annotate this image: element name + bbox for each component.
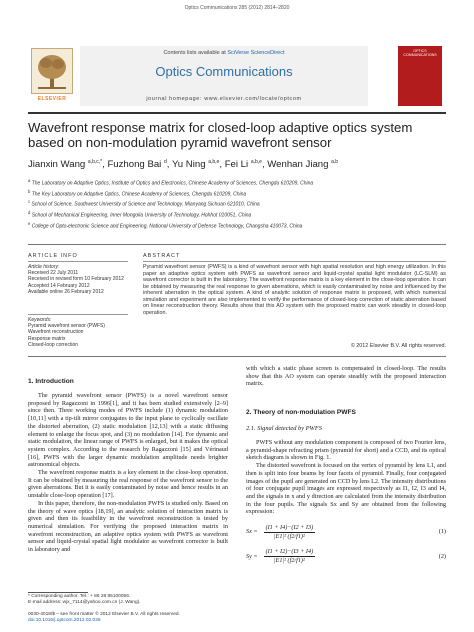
equation-lhs: Sy = bbox=[246, 552, 258, 560]
section-divider bbox=[28, 356, 446, 357]
affiliation-item: $^d$ School of Mechanical Engineering, Inner Mongolia University of Technology, Hohhot 010051, China bbox=[28, 209, 252, 219]
keyword-item: Pyramid wavefront sensor (PWFS) bbox=[28, 323, 105, 330]
doi-link[interactable]: doi:10.1016/j.optcom.2012.02.026 bbox=[28, 618, 101, 623]
author-name[interactable]: Wenhan Jiang bbox=[267, 159, 329, 171]
author-sup[interactable]: a,b,c,* bbox=[87, 159, 103, 165]
history-item: Available online 26 February 2012 bbox=[28, 288, 104, 295]
author-name[interactable]: Fuzhong Bai bbox=[107, 159, 162, 171]
equation-1 bbox=[246, 524, 446, 540]
equation-number: (1) bbox=[438, 528, 446, 536]
abstract-heading: ABSTRACT bbox=[143, 253, 181, 259]
affiliation-item: $^a$ The Laboratory on Adaptive Optics, Institute of Optics and Electronics, Chinese Academy of Sciences, Chengdu 610209, China bbox=[28, 178, 314, 187]
header-divider bbox=[28, 112, 446, 114]
divider bbox=[28, 261, 128, 262]
section-divider bbox=[28, 244, 446, 245]
equation-lhs: Sx = bbox=[246, 528, 258, 536]
keyword-item: Wavefront reconstruction bbox=[28, 329, 84, 336]
cover-title: OPTICS COMMUNICATIONS bbox=[403, 49, 437, 57]
publisher-name: ELSEVIER bbox=[37, 96, 67, 102]
issn-line: 0030-4018/$ – see front matter © 2012 Elsevier B.V. All rights reserved. bbox=[28, 612, 180, 617]
author-sup[interactable]: d bbox=[163, 159, 167, 165]
theory-heading: 2. Theory of non-modulation PWFS bbox=[246, 409, 356, 416]
signal-subheading: 2.1. Signal detected by PWFS bbox=[246, 425, 322, 432]
numerator: (I1 + I4)−(I2 + I3) bbox=[265, 524, 314, 532]
author-list: Jianxin Wang $^{a,b,c,*}$, Fuzhong Bai $^d$, Yu Ning $^{a,b,e}$, Fei Li $^{a,b,e}$, Wenhan Jiang $^{a,b}$ bbox=[28, 159, 339, 171]
journal-name[interactable]: Optics Communications bbox=[155, 64, 293, 79]
article-title: Wavefront response matrix for closed-loop adaptive optics system based on non-modulation pyramid wavefront sensor bbox=[28, 120, 413, 150]
divider bbox=[143, 261, 446, 262]
denominator: |E1|² (f2/f1)² bbox=[273, 532, 305, 540]
keywords-label: Keywords: bbox=[28, 317, 52, 323]
footnote bbox=[28, 594, 248, 606]
article-history bbox=[28, 264, 138, 295]
author-name[interactable]: Yu Ning bbox=[171, 159, 206, 171]
author-sup[interactable]: a,b,e bbox=[250, 159, 262, 165]
journal-cover-thumbnail[interactable] bbox=[398, 46, 442, 106]
equation-2 bbox=[246, 548, 446, 564]
introduction-body bbox=[28, 392, 228, 554]
history-item: Received 22 July 2011 bbox=[28, 270, 79, 277]
article-info-heading: ARTICLE INFO bbox=[28, 253, 78, 259]
paragraph: The pyramid wavefront sensor (PWFS) is a novel wavefront sensor proposed by Ragazzoni in 1996[1], and it has been studied extensively [2–9] since then. Three working modes of PWFS include (1) dynamic modulation [10,11] with a tip-tilt mirror conjugates to the input plane to cyclically oscillate the distorted aberration, (2) static modulation [12,13] with a static diffusing element to enlarge the focus spot, and (3) no modulation [14]. For dynamic and static modulation, the linear range of PWFS is enlarged, but it makes the optical system complex. According to the research by Ragazzoni [15] and Vérinaud [16], PWFS with the larger dynamic modulation amplitude needs brighter astronomical objects. bbox=[28, 392, 228, 469]
author-email[interactable]: E-mail address: wjx_7114@yahoo.com.cn (J. Wang). bbox=[28, 600, 141, 605]
equation-fraction bbox=[264, 524, 316, 540]
equation-fraction bbox=[264, 548, 316, 564]
abstract-text: Pyramid wavefront sensor (PWFS) is a kind of wavefront sensor with high spatial resolution and high energy utilization. In this paper an adaptive optics system with PWFS as wavefront sensor and liquid-crystal spatial light modulator (LC-SLM) as wavefront corrector is built in the laboratory. The wavefront response matrix is a key element in the close-loop operation. It can be obtained by measuring the real response to given aberrations, which is easily contaminated by noise and influenced by the inherent aberration in the optical system. A kind of analytic solution of response matrix is proposed, with which numerical simulation and experiment are also implemented to verify the performance of closed-loop correction of static aberration based on linear reconstruction theory. Results show that this AO system with the proposed matrix can work steadily in closed-loop operation. bbox=[143, 264, 446, 316]
author-sup[interactable]: a,b bbox=[331, 159, 339, 165]
history-item: Accepted 14 February 2012 bbox=[28, 282, 90, 289]
keywords bbox=[28, 317, 138, 348]
journal-citation: Optics Communications 285 (2012) 2814–2820 bbox=[184, 5, 290, 11]
contents-line: Contents lists available at SciVerse ScienceDirect bbox=[163, 50, 285, 56]
sciencedirect-link[interactable]: SciVerse ScienceDirect bbox=[227, 50, 285, 56]
affiliation-item: $^e$ College of Opto-electronic Science and Engineering, National University of Defense Technology, Changsha 410073, China bbox=[28, 220, 303, 230]
denominator: |E1|² (f2/f1)² bbox=[273, 557, 305, 565]
author-name[interactable]: Jianxin Wang bbox=[28, 159, 86, 171]
elsevier-logo[interactable] bbox=[28, 48, 76, 106]
journal-homepage[interactable]: journal homepage: www.elsevier.com/locate/optcom bbox=[146, 96, 302, 102]
paragraph: The distorted wavefront is focused on the vertex of pyramid by lens L1, and then is split into four beams by four facets of pyramid. Finally, four conjugated images of the pupil are generated on CCD by lens L2. The intensity distributions of four conjugate pupil images are expressed respectively as I1, I2, I3 and I4, and the signals in x and y direction are calculated from the intensity distribution in the four pupils. The signals Sx and Sy are obtained from the following expression: bbox=[246, 462, 446, 516]
signal-body bbox=[246, 439, 446, 565]
affiliation-item: $^b$ The Key Laboratory on Adaptive Optics, Chinese Academy of Sciences, Chengdu 610209, China bbox=[28, 188, 247, 198]
paragraph: The wavefront response matrix is a key element in the close-loop operation. It can be obtained by measuring the real response of the wavefront sensor to the given aberrations. But it is easily contaminated by noise and hence results in an unstable close-loop operation [17]. bbox=[28, 469, 228, 500]
history-label: Article history: bbox=[28, 264, 60, 270]
tree-icon bbox=[31, 48, 73, 94]
copyright: © 2012 Elsevier B.V. All rights reserved. bbox=[350, 343, 446, 349]
paragraph: PWFS without any modulation component is composed of two Fourier lens, a pyramid-shape refracting prism (pyramid for short) and a CCD, and its optical sketch diagram is shown in Fig. 1. bbox=[246, 439, 446, 462]
equation-number: (2) bbox=[438, 552, 446, 560]
author-name[interactable]: Fei Li bbox=[224, 159, 249, 171]
history-item: Received in revised form 10 February 2012 bbox=[28, 276, 124, 283]
numerator: (I1 + I2)−(I3 + I4) bbox=[265, 548, 314, 556]
affiliation-item: $^c$ School of Science, Southwest University of Science and Technology, Mianyang Sichuan 621010, China bbox=[28, 199, 260, 208]
paragraph: In this paper, therefore, the non-modulation PWFS is studied only. Based on the theory of wave optics [18,19], an analytic solution of interaction matrix is given and then its feasibility in the wavefront reconstruction is tested by numerical simulation. For verifying the proposed interaction matrix in wavefront reconstruction, an adaptive optics system with PWFS as wavefront sensor and liquid-crystal spatial light modulator as wavefront corrector is built in laboratory and bbox=[28, 499, 228, 554]
keyword-item: Closed-loop correction bbox=[28, 341, 79, 348]
affiliations bbox=[28, 177, 448, 230]
corresponding-author-note: * Corresponding author. Tel.: + 86 28 85100056. bbox=[28, 594, 131, 599]
right-column-intro-end: with which a static phase screen is compensated in closed-loop. The results show that this AO system can operate steadily with the proposed interaction matrix. bbox=[246, 365, 446, 388]
divider bbox=[28, 314, 128, 315]
bottom-meta bbox=[28, 612, 268, 624]
footnote-divider bbox=[28, 592, 88, 593]
keyword-item: Response matrix bbox=[28, 335, 66, 342]
author-sup[interactable]: a,b,e bbox=[208, 159, 220, 165]
introduction-heading: 1. Introduction bbox=[28, 378, 74, 385]
